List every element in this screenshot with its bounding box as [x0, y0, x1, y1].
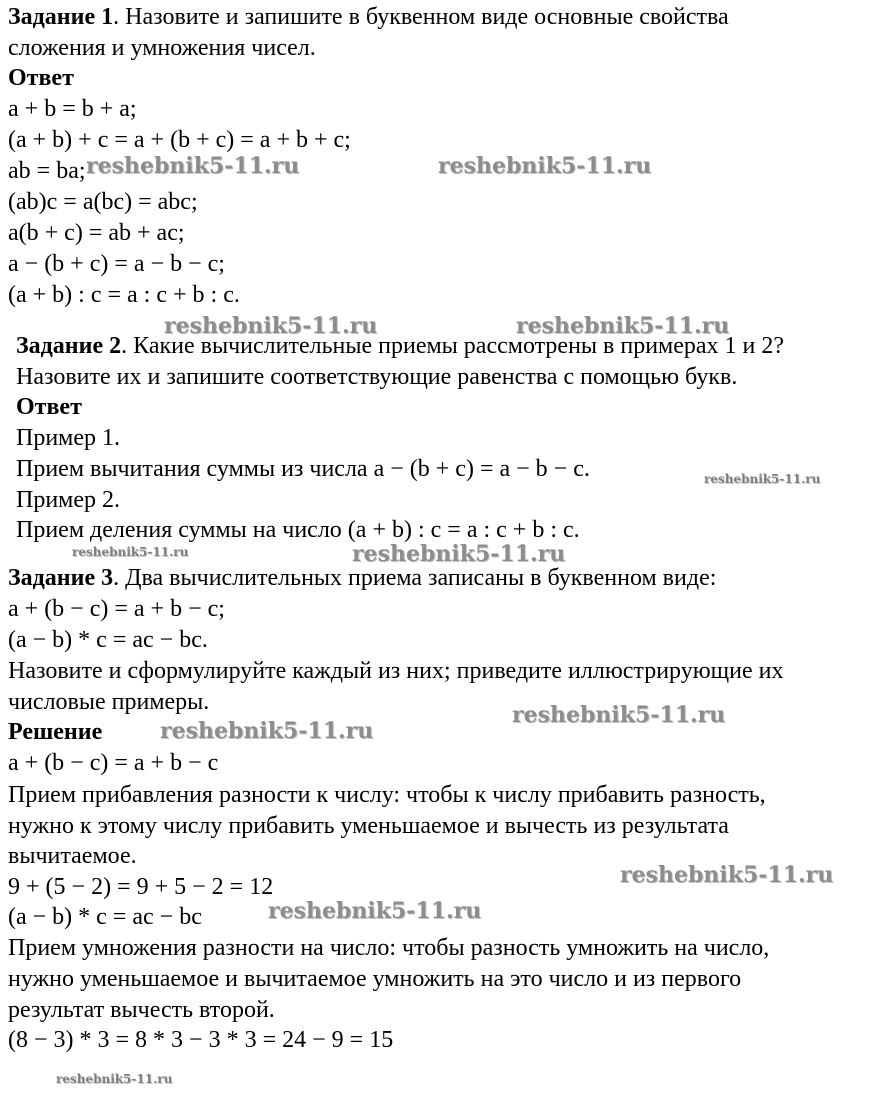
task3-text1: . Два вычислительных приема записаны в буквенном виде: — [113, 565, 717, 591]
task1-line2: сложения и умножения чисел. — [8, 35, 316, 61]
task3-solution-line-9: результат вычесть второй. — [8, 997, 275, 1023]
task1-line1 — [8, 2, 729, 32]
watermark: reshebnik5-11.ru — [516, 313, 730, 339]
task1-formula-1: a + b = b + a; — [8, 96, 137, 122]
watermark: reshebnik5-11.ru — [164, 313, 378, 339]
task3-solution-label: Решение — [8, 719, 103, 745]
task3-solution-line-6: (a − b) * c = ac − bc — [8, 904, 202, 930]
task3-label: Задание 3 — [8, 565, 114, 591]
watermark: reshebnik5-11.ru — [620, 862, 834, 888]
watermark: reshebnik5-11.ru — [86, 153, 300, 179]
task3-formula-1: a + (b − c) = a + b − c; — [8, 596, 225, 622]
watermark: reshebnik5-11.ru — [704, 472, 821, 486]
task3-solution-line-4: вычитаемое. — [8, 843, 137, 869]
task2-label: Задание 2 — [16, 333, 122, 359]
task3-solution-line-1: a + (b − c) = a + b − c — [8, 750, 219, 776]
task1-label: Задание 1 — [8, 4, 114, 30]
task1-formula-6: a − (b + c) = a − b − c; — [8, 251, 225, 277]
watermark: reshebnik5-11.ru — [512, 702, 726, 728]
task2-answer-line-4: Прием деления суммы на число (a + b) : c = a : c + b : c. — [16, 517, 580, 543]
watermark: reshebnik5-11.ru — [438, 153, 652, 179]
task1-formula-2: (a + b) + c = a + (b + c) = a + b + c; — [8, 127, 351, 153]
task2-answer-line-1: Пример 1. — [16, 425, 121, 451]
task1-formula-3: ab = ba; — [8, 158, 86, 184]
task2-answer-line-3: Пример 2. — [16, 487, 121, 513]
task1-answer-label: Ответ — [8, 65, 74, 91]
task3-formula-2: (a − b) * c = ac − bc. — [8, 627, 208, 653]
watermark: reshebnik5-11.ru — [160, 718, 374, 744]
task3-solution-line-10: (8 − 3) * 3 = 8 * 3 − 3 * 3 = 24 − 9 = 15 — [8, 1027, 394, 1053]
task3-line2: Назовите и сформулируйте каждый из них; приведите иллюстрирующие их — [8, 658, 784, 684]
task2-line2: Назовите их и запишите соответствующие равенства с помощью букв. — [16, 364, 738, 390]
watermark: reshebnik5-11.ru — [268, 898, 482, 924]
task3-solution-line-3: нужно к этому числу прибавить уменьшаемое и вычесть из результата — [8, 813, 729, 839]
watermark: reshebnik5-11.ru — [352, 541, 566, 567]
task1-formula-7: (a + b) : c = a : c + b : c. — [8, 282, 240, 308]
watermark: reshebnik5-11.ru — [56, 1072, 173, 1086]
task2-answer-line-2: Прием вычитания суммы из числа a − (b + c) = a − b − c. — [16, 456, 590, 482]
task3-solution-line-5: 9 + (5 − 2) = 9 + 5 − 2 = 12 — [8, 874, 274, 900]
task3-line3: числовые примеры. — [8, 689, 210, 715]
task3-solution-line-8: нужно уменьшаемое и вычитаемое умножить на это число и из первого — [8, 966, 742, 992]
task1-formula-4: (ab)c = a(bc) = abc; — [8, 189, 198, 215]
task3-line1 — [8, 563, 716, 593]
task2-answer-label: Ответ — [16, 394, 82, 420]
task2-text1: . Какие вычислительные приемы рассмотрены в примерах 1 и 2? — [121, 333, 785, 359]
task1-text1: . Назовите и запишите в буквенном виде основные свойства — [113, 4, 729, 30]
task3-solution-line-7: Прием умножения разности на число: чтобы разность умножить на число, — [8, 935, 770, 961]
task1-formula-5: a(b + c) = ab + ac; — [8, 220, 185, 246]
watermark: reshebnik5-11.ru — [72, 545, 189, 559]
task2-line1 — [16, 331, 784, 361]
task3-solution-line-2: Прием прибавления разности к числу: чтобы к числу прибавить разность, — [8, 782, 766, 808]
